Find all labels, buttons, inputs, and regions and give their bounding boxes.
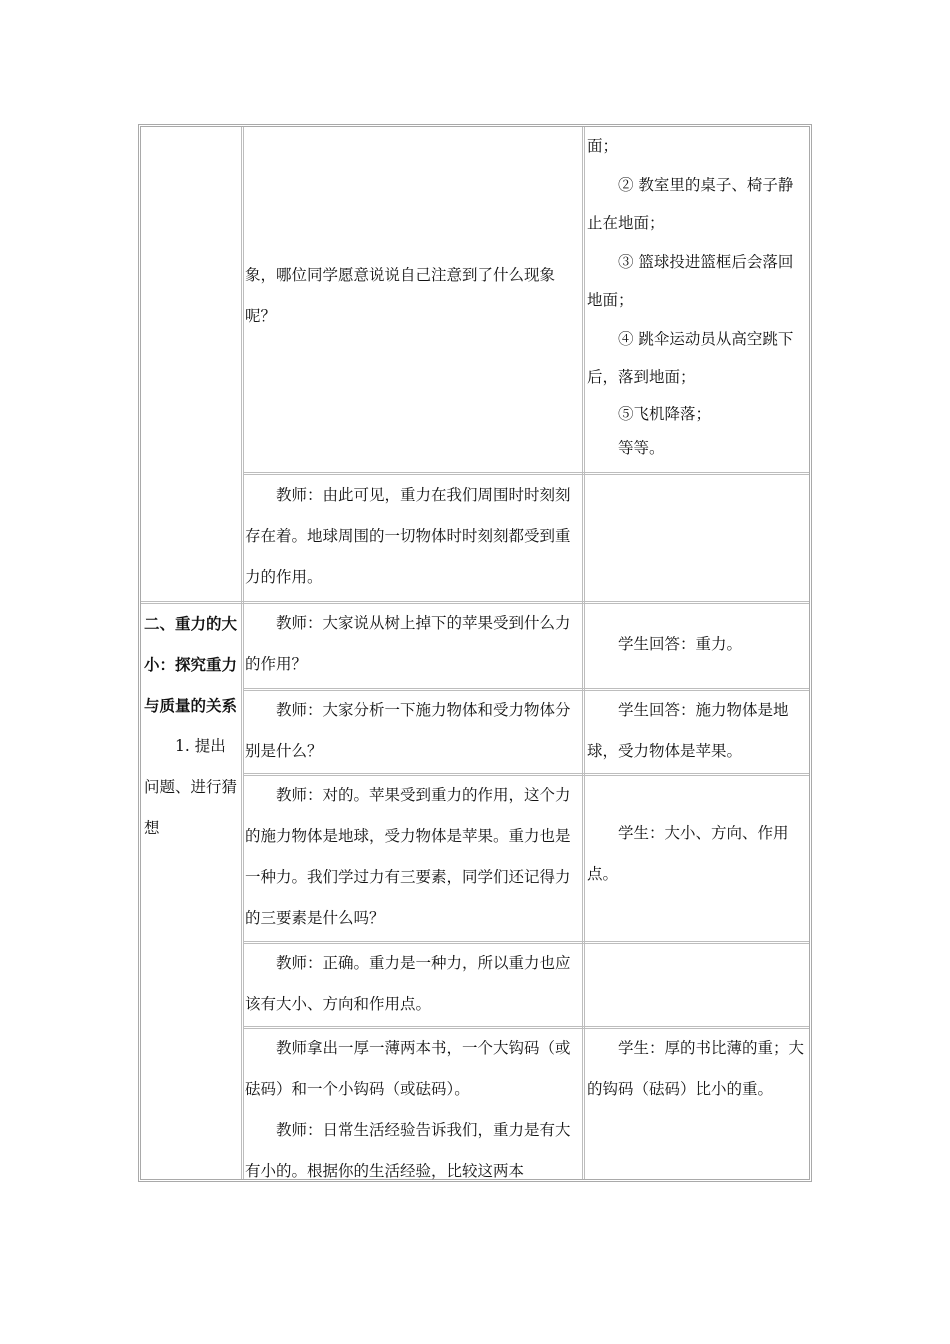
column-divider-1	[241, 127, 244, 1179]
student-text: ⑤飞机降落；	[618, 404, 712, 423]
student-text: 等等。	[618, 438, 665, 457]
student-text: 学生：大小、方向、作用点。	[587, 824, 789, 883]
student-cell	[587, 624, 806, 665]
teacher-text: 教师拿出一厚一薄两本书，一个大钩码（或砝码）和一个小钩码（或砝码）。	[245, 1039, 571, 1098]
teacher-cell	[245, 255, 581, 337]
section-heading: 二、重力的大小：探究重力与质量的关系	[144, 614, 238, 715]
section-subheading: 1. 提出问题、进行猜想	[144, 737, 238, 837]
student-cell	[587, 127, 806, 465]
teacher-text: 教师：对的。苹果受到重力的作用，这个力的施力物体是地球，受力物体是苹果。重力也是一种力。我们学过力有三要素，同学们还记得力的三要素是什么吗？	[245, 786, 571, 927]
student-text: 学生回答：施力物体是地球，受力物体是苹果。	[587, 701, 789, 760]
teacher-text: 教师：日常生活经验告诉我们，重力是有大有小的。根据你的生活经验，比较这两本	[245, 1121, 571, 1180]
student-text: ④ 跳伞运动员从高空跳下后，落到地面；	[587, 329, 794, 386]
column-divider-2	[582, 127, 585, 1179]
teacher-cell	[245, 690, 581, 772]
student-cell	[587, 690, 806, 772]
teacher-cell	[245, 775, 581, 939]
lesson-table	[138, 124, 812, 1182]
teacher-cell	[245, 943, 581, 1025]
student-cell	[587, 813, 806, 895]
student-text: ② 教室里的桌子、椅子静止在地面；	[587, 175, 794, 232]
student-cell	[587, 1028, 806, 1110]
student-text: ③ 篮球投进篮框后会落回地面；	[587, 252, 794, 309]
section-label-cell	[144, 603, 239, 849]
teacher-text: 教师：大家分析一下施力物体和受力物体分别是什么？	[245, 701, 571, 760]
teacher-text: 教师：正确。重力是一种力，所以重力也应该有大小、方向和作用点。	[245, 954, 571, 1013]
teacher-cell	[245, 603, 581, 685]
teacher-text: 象，哪位同学愿意说说自己注意到了什么现象呢？	[245, 266, 556, 325]
teacher-cell	[245, 1028, 581, 1192]
teacher-text: 教师：由此可见，重力在我们周围时时刻刻存在着。地球周围的一切物体时时刻刻都受到重力的作用。	[245, 486, 571, 586]
student-text: 学生回答：重力。	[618, 635, 743, 653]
student-text: 面；	[587, 137, 619, 155]
student-text: 学生：厚的书比薄的重；大的钩码（砝码）比小的重。	[587, 1039, 805, 1098]
teacher-cell	[245, 475, 581, 598]
teacher-text: 教师：大家说从树上掉下的苹果受到什么力的作用？	[245, 614, 571, 673]
